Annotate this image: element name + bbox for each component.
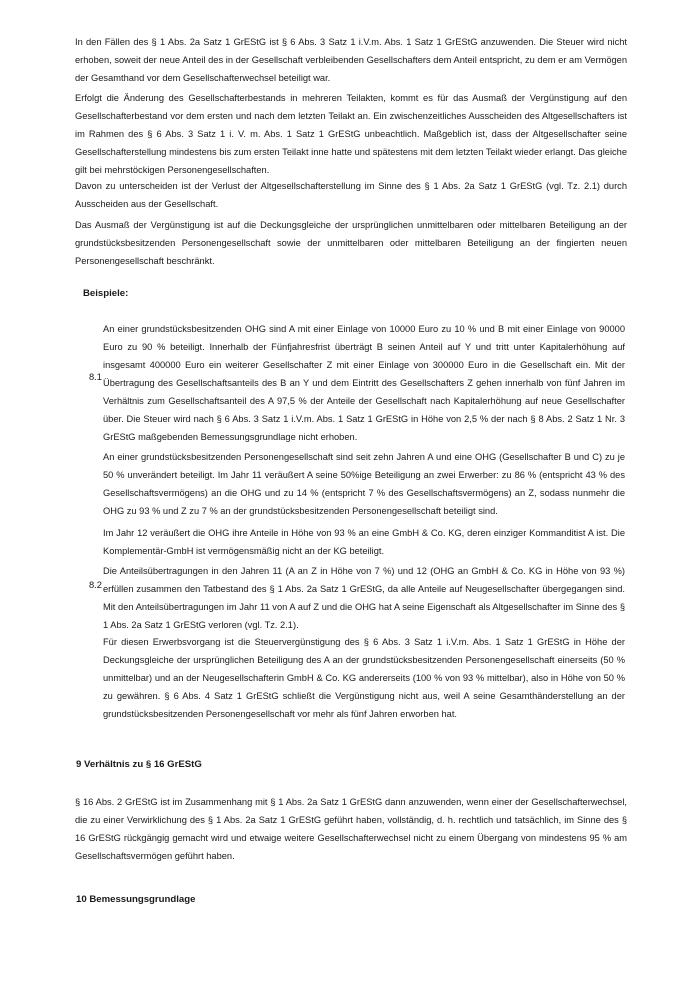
section-9-heading: 9 Verhältnis zu § 16 GrEStG: [76, 759, 202, 770]
example-paragraph: Im Jahr 12 veräußert die OHG ihre Anteile in Höhe von 93 % an eine GmbH & Co. KG, deren einziger Kommanditist A ist. Die Komplementär-GmbH ist vermögensmäßig nicht an der KG beteiligt.: [103, 528, 625, 556]
example-paragraph: Die Anteilsübertragungen in den Jahren 11 (A an Z in Höhe von 7 %) und 12 (OHG an GmbH & Co. KG in Höhe von 93 %) erfüllen zusammen den Tatbestand des § 1 Abs. 2a Satz 1 GrEStG, da alle Anteile auf Neugesellschafter übergegangen sind. Mit den Anteilsübertragungen im Jahr 11 von A auf Z und die OHG hat A seine Eigenschaft als Altgesellschafter im Sinne des § 1 Abs. 2a Satz 1 GrEStG verloren (vgl. Tz. 2.1).: [103, 566, 625, 630]
example-number: 8.2: [89, 580, 102, 590]
section-9-text: § 16 Abs. 2 GrEStG ist im Zusammenhang mit § 1 Abs. 2a Satz 1 GrEStG dann anzuwenden, wenn einer der Gesellschafterwechsel, die zu einer Verwirklichung des § 1 Abs. 2a Satz 1 GrEStG geführt haben, vollständig, d. h. rechtlich und tatsächlich, im Sinne des § 16 GrEStG rückgängig gemacht wird und etwaige weitere Gesellschafterwechsel nicht zu einem Übergang von mindestens 95 % am Gesellschaftsvermögen geführt haben.: [75, 797, 627, 861]
examples-heading: Beispiele:: [83, 288, 129, 299]
section-10-heading: 10 Bemessungsgrundlage: [76, 894, 196, 905]
paragraph-4: Das Ausmaß der Vergünstigung ist auf die Deckungsgleiche der ursprünglichen unmittelbaren oder mittelbaren Beteiligung an der grundstücksbesitzenden Personengesellschaft sowie der unmittelbaren oder mittelbaren Beteiligung an der fingierten neuen Personengesellschaft beschränkt.: [75, 220, 627, 266]
example-paragraph: An einer grundstücksbesitzenden OHG sind A mit einer Einlage von 10000 Euro zu 10 % und B mit einer Einlage von 90000 Euro zu 90 % beteiligt. Innerhalb der Fünfjahresfrist überträgt B seinen Anteil auf Y und tritt unter Kapitalerhöhung auf insgesamt 400000 Euro ein weiterer Gesellschafter Z mit einer Einlage von 300000 Euro in die Gesellschaft ein. Mit der Übertragung des Gesellschaftsanteils des B an Y und dem Eintritt des Gesellschafters Z gehen innerhalb von fünf Jahren im Verhältnis zum Gesellschaftsanteil des A 97,5 % der Anteile der Gesellschaft nach Kapitalerhöhung auf neue Gesellschafter über. Die Steuer wird nach § 6 Abs. 3 Satz 1 i.V.m. Abs. 1 Satz 1 GrEStG in Höhe von 2,5 % der nach § 8 Abs. 2 Satz 1 Nr. 3 GrEStG maßgebenden Bemessungsgrundlage nicht erhoben.: [103, 324, 625, 442]
paragraph-2: Erfolgt die Änderung des Gesellschafterbestands in mehreren Teilakten, kommt es für das Ausmaß der Vergünstigung auf den Gesellschafterbestand vor dem ersten und nach dem letzten Teilakt an. Ein zwischenzeitliches Ausscheiden des Altgesellschafters ist im Rahmen des § 6 Abs. 3 Satz 1 i. V. m. Abs. 1 Satz 1 GrEStG unbeachtlich. Maßgeblich ist, dass der Altgesellschafter seine Gesellschafterstellung mindestens bis zum ersten Teilakt inne hatte und spätestens mit dem letzten Teilakt wieder erlangt. Das gleiche gilt bei mehrstöckigen Personengesellschaften.: [75, 93, 627, 175]
example-paragraph: An einer grundstücksbesitzenden Personengesellschaft sind seit zehn Jahren A und eine OHG (Gesellschafter B und C) zu je 50 % unverändert beteiligt. Im Jahr 11 veräußert A seine 50%ige Beteiligung an zwei Erwerber: zu 86 % (entspricht 43 % des Gesellschaftsvermögens) an die OHG und zu 14 % (entspricht 7 % des Gesellschaftsvermögens) an Z, sodass nunmehr die OHG zu 93 % und Z zu 7 % an der grundstücksbesitzenden Personengesellschaft beteiligt sind.: [103, 452, 625, 516]
paragraph-3: Davon zu unterscheiden ist der Verlust der Altgesellschafterstellung im Sinne des § 1 Abs. 2a Satz 1 GrEStG (vgl. Tz. 2.1) durch Ausscheiden aus der Gesellschaft.: [75, 181, 627, 209]
example-number: 8.1: [89, 372, 102, 382]
paragraph-1: In den Fällen des § 1 Abs. 2a Satz 1 GrEStG ist § 6 Abs. 3 Satz 1 i.V.m. Abs. 1 Satz 1 GrEStG anzuwenden. Die Steuer wird nicht erhoben, soweit der neue Anteil des in der Gesellschaft verbleibenden Gesellschafters dem Anteil entspricht, zu dem er am Vermögen der Gesamthand vor dem Gesellschafterwechsel beteiligt war.: [75, 37, 627, 83]
example-paragraph: Für diesen Erwerbsvorgang ist die Steuervergünstigung des § 6 Abs. 3 Satz 1 i.V.m. Abs. 1 Satz 1 GrEStG in Höhe der Deckungsgleiche der ursprünglichen Beteiligung des A an der grundstücksbesitzenden Personengesellschaft einerseits (50 % unmittelbar) und an der Neugesellschafterin GmbH & Co. KG andererseits (100 % von 93 % mittelbar), also in Höhe von 50 % zu gewähren. § 6 Abs. 4 Satz 1 GrEStG schließt die Vergünstigung nicht aus, weil A seine Gesamthänderstellung an der grundstücksbesitzenden Personengesellschaft vor mehr als fünf Jahren erworben hat.: [103, 637, 625, 719]
